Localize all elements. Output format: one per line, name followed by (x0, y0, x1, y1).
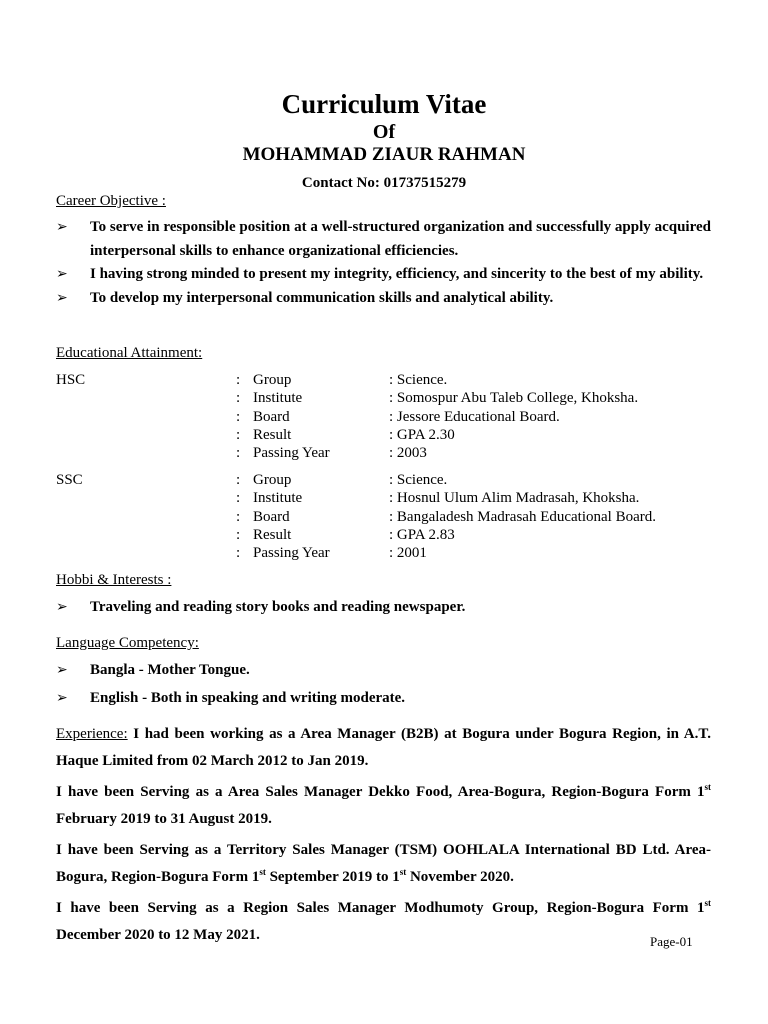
title-of: Of (372, 121, 396, 143)
education-heading: Educational Attainment: (56, 345, 203, 361)
document-title: Curriculum Vitae (281, 89, 487, 119)
career-objective-list (56, 216, 711, 310)
hobbies-heading: Hobbi & Interests : (56, 572, 172, 588)
ssc-block (56, 471, 736, 562)
arrow-bullet-icon: ➢ (56, 689, 68, 706)
career-objective-heading: Career Objective : (56, 193, 166, 209)
hsc-block (56, 371, 736, 462)
experience-paragraph: Experience: I had been working as a Area Manager (B2B) at Bogura under Bogura Region, in A.T. Haque Limited from 02 March 2012 to Jan 2019. (56, 726, 712, 769)
language-list (56, 659, 711, 710)
edu-row: SSC : Group : Science. (56, 472, 448, 488)
experience-paragraph: I have been Serving as a Region Sales Manager Modhumoty Group, Region-Bogura Form 1st December 2020 to 12 May 2021. (56, 898, 711, 943)
list-item: ➢ English - Both in speaking and writing moderate. (56, 687, 711, 711)
language-heading: Language Competency: (56, 635, 199, 651)
experience-paragraph: I have been Serving as a Territory Sales Manager (TSM) OOHLALA International BD Ltd. Area-Bogura, Region-Bogura Form 1st September 2019 to 1st November 2020. (56, 842, 711, 885)
experience-paragraph: I have been Serving as a Area Sales Manager Dekko Food, Area-Bogura, Region-Bogura Form 1st February 2019 to 31 August 2019. (56, 782, 711, 827)
experience-section (56, 721, 711, 953)
edu-row: : Result : GPA 2.30 (236, 426, 455, 443)
education-level: SSC (56, 472, 83, 488)
contact-number: Contact No: 01737515279 (301, 175, 467, 191)
list-item: ➢ Bangla - Mother Tongue. (56, 659, 711, 683)
arrow-bullet-icon: ➢ (56, 219, 68, 235)
list-item: ➢ I having strong minded to present my integrity, efficiency, and sincerity to the best of my ability. (56, 263, 711, 287)
edu-row: : Passing Year : 2001 (236, 545, 427, 562)
arrow-bullet-icon: ➢ (56, 599, 68, 615)
list-item: ➢ To develop my interpersonal communication skills and analytical ability. (56, 287, 711, 311)
edu-row: : Institute : Somospur Abu Taleb College, Khoksha. (236, 390, 639, 407)
arrow-bullet-icon: ➢ (56, 266, 68, 282)
edu-row: : Board : Jessore Educational Board. (236, 408, 560, 425)
edu-row: : Passing Year : 2003 (236, 445, 427, 462)
list-item: ➢ To serve in responsible position at a well-structured organization and successfully apply acquired interpersonal skills to enhance organizational efficiencies. (56, 216, 711, 263)
edu-row: : Institute : Hosnul Ulum Alim Madrasah, Khoksha. (236, 490, 640, 507)
education-level: HSC (56, 372, 86, 388)
arrow-bullet-icon: ➢ (56, 662, 68, 678)
experience-label: Experience: (56, 726, 128, 742)
hobbies-list (56, 596, 711, 620)
edu-row: : Result : GPA 2.83 (236, 526, 455, 543)
edu-row: : Board : Bangaladesh Madrasah Educational Board. (236, 508, 656, 525)
page-number: Page-01 (650, 934, 693, 949)
arrow-bullet-icon: ➢ (56, 289, 68, 306)
list-item: ➢ Traveling and reading story books and reading newspaper. (56, 596, 711, 620)
candidate-name: MOHAMMAD ZIAUR RAHMAN (242, 144, 526, 165)
edu-row: HSC : Group : Science. (56, 372, 448, 388)
